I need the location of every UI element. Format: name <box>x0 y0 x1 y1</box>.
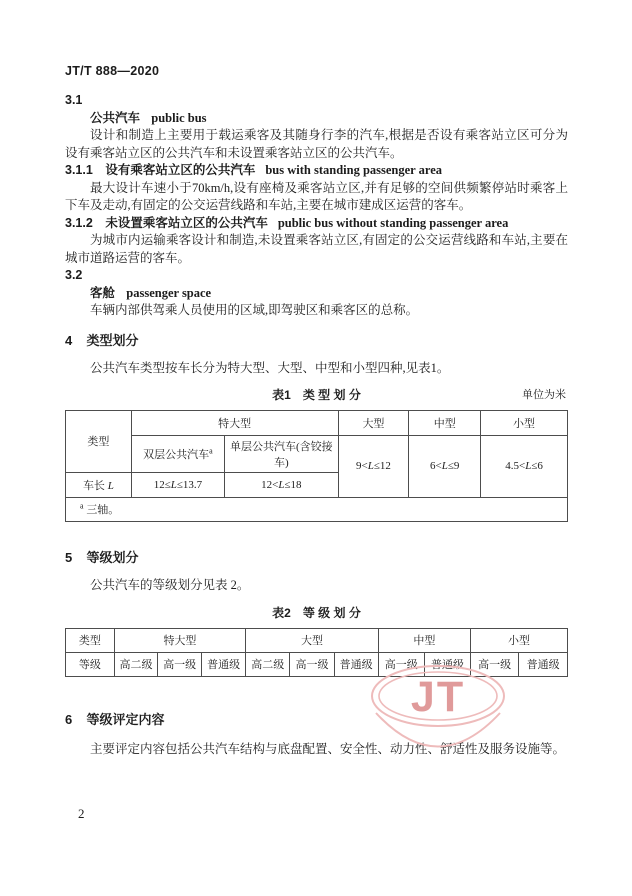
term-title <box>65 110 568 128</box>
table-2-header-extra-large: 特大型 <box>114 628 246 652</box>
term-3-2 <box>65 267 568 320</box>
term-3-1 <box>65 92 568 162</box>
term-title-en: public bus <box>151 110 207 125</box>
table-row <box>66 628 568 652</box>
table-1-range-medium <box>409 435 481 497</box>
table-1-range-large <box>338 435 409 497</box>
grade-cell: 高一级 <box>471 652 519 676</box>
footnote-marker: a <box>209 445 213 455</box>
table-1-caption <box>65 388 568 403</box>
range-pre: 9< <box>355 460 368 472</box>
grade-cell: 普通级 <box>519 652 568 676</box>
table-2-header-large: 大型 <box>246 628 379 652</box>
table-row <box>66 497 568 521</box>
term-number: 3.1.2 <box>65 215 93 230</box>
length-symbol: L <box>525 460 532 472</box>
term-title <box>65 162 568 180</box>
clause-title: 等级划分 <box>86 549 139 565</box>
clause-6-heading <box>65 711 568 729</box>
clause-4-heading <box>65 332 568 350</box>
term-title-zh: 设有乘客站立区的公共汽车 <box>105 163 256 177</box>
table-2-row-label-grade: 等级 <box>66 652 115 676</box>
double-deck-label: 双层公共汽车 <box>143 448 210 461</box>
clause-5-heading <box>65 549 568 567</box>
table-1-range-single-deck <box>225 472 338 497</box>
clause-number: 4 <box>65 332 73 348</box>
term-title-en: passenger space <box>126 285 212 300</box>
jt-logo-text: JT <box>410 673 466 721</box>
length-symbol: L <box>278 478 285 491</box>
table-2-grade-classification <box>65 628 568 677</box>
table-1-range-small <box>481 435 568 497</box>
range-pre: 12≤ <box>153 478 171 491</box>
clause-number: 6 <box>65 711 73 727</box>
clause-6-body: 主要评定内容包括公共汽车结构与底盘配置、安全性、动力性、舒适性及服务设施等。 <box>90 742 566 756</box>
clause-5-body: 公共汽车的等级划分见表 2。 <box>90 578 250 592</box>
grade-cell: 高一级 <box>378 652 424 676</box>
table-1-header-extra-large: 特大型 <box>131 410 338 435</box>
term-3-1-1 <box>65 162 568 215</box>
length-symbol: L <box>170 478 177 491</box>
table-2-title: 表2 等 级 划 分 <box>272 605 361 620</box>
length-symbol: L <box>107 479 114 492</box>
table-1-header-single-deck: 单层公共汽车(含铰接车) <box>225 435 338 472</box>
table-row <box>66 435 568 472</box>
table-1-range-double-deck <box>131 472 224 497</box>
range-post: ≤6 <box>531 460 543 472</box>
term-title-zh: 客舱 <box>90 285 116 300</box>
table-2-header-type: 类型 <box>66 628 115 652</box>
grade-cell: 高一级 <box>290 652 334 676</box>
term-title-zh: 未设置乘客站立区的公共汽车 <box>105 215 268 230</box>
page-number: 2 <box>78 806 85 821</box>
term-number: 3.2 <box>65 268 83 282</box>
range-post: ≤12 <box>373 460 391 472</box>
term-3-1-2 <box>65 215 568 268</box>
table-1-header-type: 类型 <box>66 410 132 472</box>
page-content <box>65 63 568 759</box>
terms-section <box>65 92 568 320</box>
grade-cell: 高二级 <box>246 652 290 676</box>
grade-cell: 普通级 <box>202 652 246 676</box>
range-pre: 4.5< <box>505 460 526 472</box>
table-1-header-large: 大型 <box>338 410 409 435</box>
table-2-header-medium: 中型 <box>378 628 470 652</box>
term-definition: 车辆内部供驾乘人员使用的区域,即驾驶区和乘客区的总称。 <box>90 303 419 317</box>
footnote-text: 三轴。 <box>86 504 120 516</box>
length-symbol: L <box>441 460 448 472</box>
table-1-header-medium: 中型 <box>409 410 481 435</box>
term-title <box>65 215 568 233</box>
table-2-header-small: 小型 <box>471 628 568 652</box>
term-title-en: bus with standing passenger area <box>265 163 442 177</box>
range-post: ≤9 <box>447 460 460 472</box>
term-title <box>65 285 568 303</box>
table-row <box>66 410 568 435</box>
term-number: 3.1.1 <box>65 163 93 177</box>
grade-cell: 高一级 <box>158 652 202 676</box>
table-1-unit-note: 单位为米 <box>522 388 566 401</box>
term-title-en: public bus without standing passenger area <box>277 215 509 230</box>
grade-cell: 高二级 <box>114 652 158 676</box>
term-number: 3.1 <box>65 93 83 107</box>
range-post: ≤13.7 <box>176 478 203 491</box>
grade-cell: 普通级 <box>424 652 470 676</box>
range-pre: 6< <box>430 460 442 472</box>
grade-cell: 普通级 <box>334 652 378 676</box>
table-1-header-small: 小型 <box>481 410 568 435</box>
table-1-header-double-deck <box>131 435 224 472</box>
footnote-marker: a <box>80 501 84 511</box>
length-symbol: L <box>367 460 374 472</box>
clause-title: 等级评定内容 <box>86 711 165 727</box>
length-label: 车长 <box>82 479 108 492</box>
term-definition: 设计和制造上主要用于载运乘客及其随身行李的汽车,根据是否设有乘客站立区可分为设有乘客站立区的公共汽车和未设置乘客站立区的公共汽车。 <box>65 128 568 160</box>
range-pre: 12< <box>261 478 279 491</box>
clause-title: 类型划分 <box>86 332 139 348</box>
range-post: ≤18 <box>284 478 302 491</box>
term-definition: 为城市内运输乘客设计和制造,未设置乘客站立区,有固定的公交运营线路和车站,主要在城市道路运营的客车。 <box>65 233 568 265</box>
table-1-type-classification <box>65 410 568 522</box>
table-1-row-label-length <box>66 472 132 497</box>
term-definition: 最大设计车速小于70km/h,设有座椅及乘客站立区,并有足够的空间供频繁停站时乘客上下车及走动,有固定的公交运营线路和车站,主要在城市建成区运营的客车。 <box>65 180 568 212</box>
table-row <box>66 652 568 676</box>
table-1-footnote <box>66 497 568 521</box>
term-title-zh: 公共汽车 <box>90 110 141 125</box>
table-2-caption <box>65 606 568 621</box>
table-1-title: 表1 类 型 划 分 <box>272 387 361 402</box>
clause-number: 5 <box>65 549 73 565</box>
clause-4-body: 公共汽车类型按车长分为特大型、大型、中型和小型四种,见表1。 <box>90 361 450 375</box>
standard-number-header: JT/T 888—2020 <box>65 64 160 78</box>
